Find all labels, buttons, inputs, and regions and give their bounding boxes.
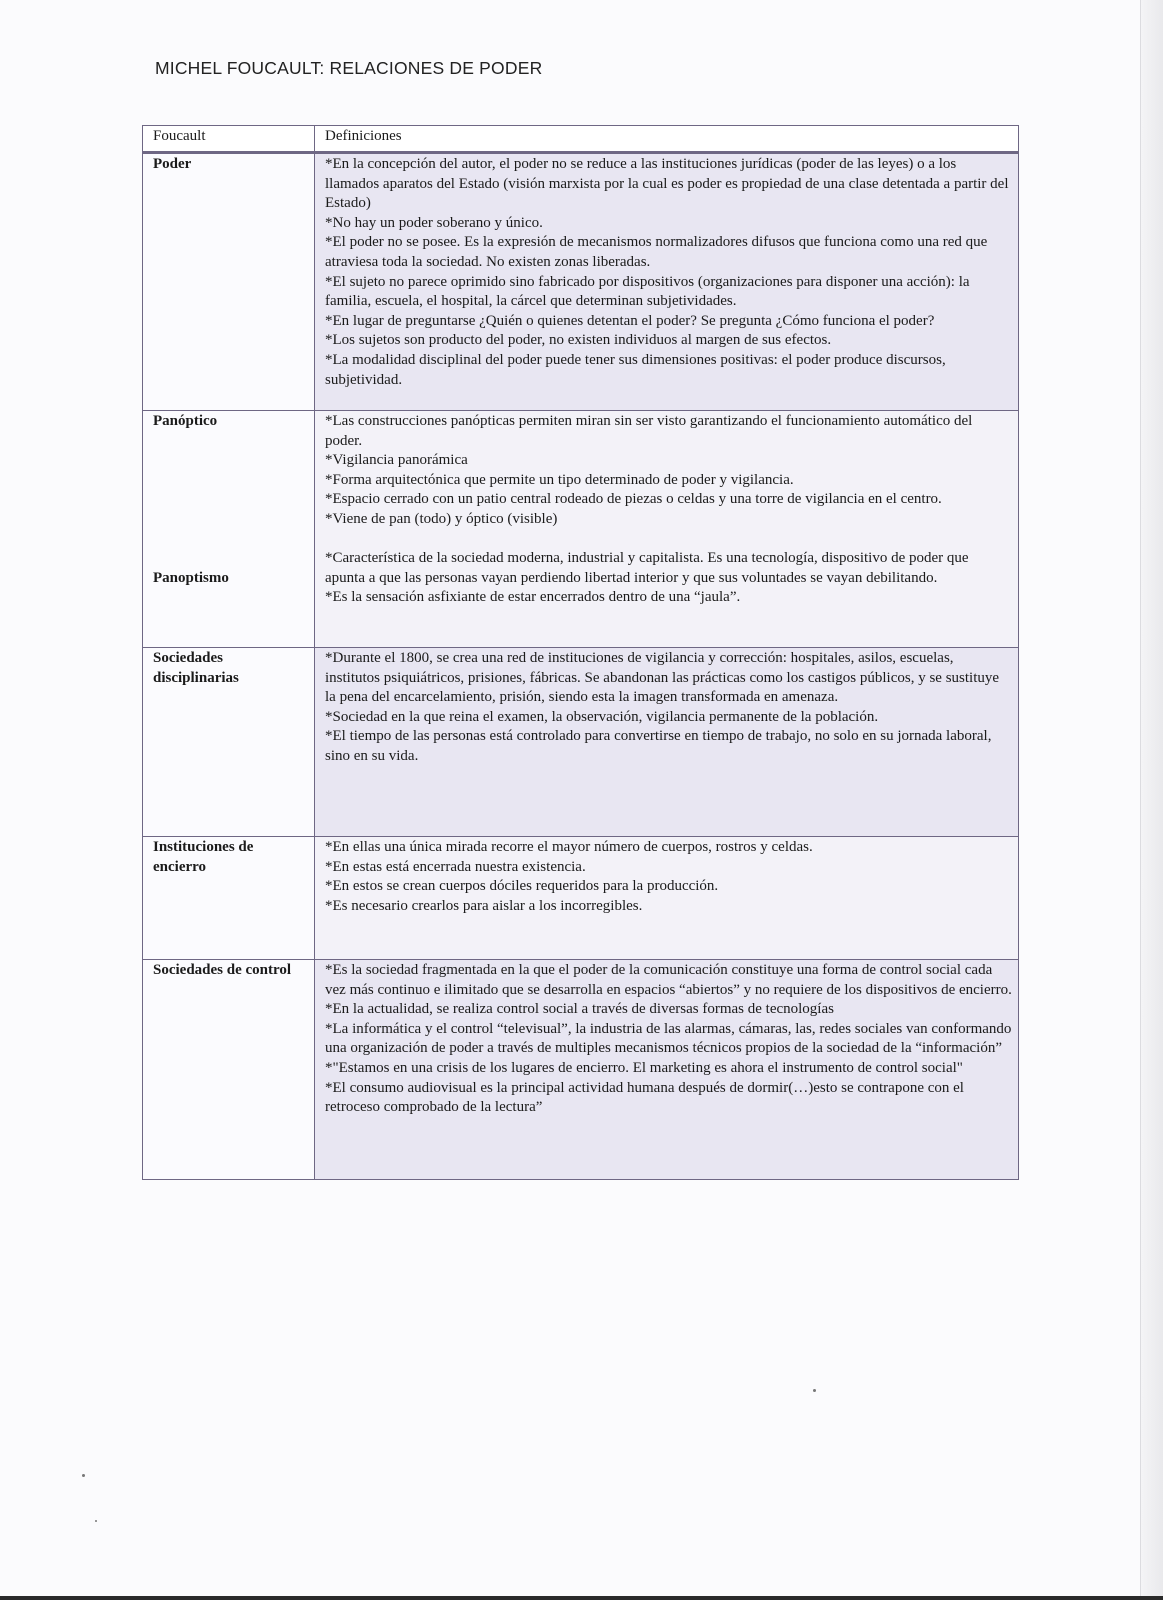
definitions-sociedades-disciplinarias xyxy=(315,648,1019,837)
definition-line: *El poder no se posee. Es la expresión de mecanismos normalizadores difusos que funciona como una red que atraviesa toda la sociedad. No existen zonas liberadas. xyxy=(325,234,988,270)
definition-line: *Es necesario crearlos para aislar a los incorregibles. xyxy=(325,897,643,914)
definition-line: *"Estamos en una crisis de los lugares de encierro. El marketing es ahora el instrumento de control social" xyxy=(325,1059,963,1076)
scan-bottom-edge xyxy=(0,1596,1163,1600)
definitions-table xyxy=(142,125,1019,1180)
definition-line: *Los sujetos son producto del poder, no existen individuos al margen de sus efectos. xyxy=(325,332,832,349)
page-edge xyxy=(1140,0,1163,1600)
definition-line: *Viene de pan (todo) y óptico (visible) xyxy=(325,510,558,527)
header-foucault: Foucault xyxy=(143,126,315,153)
definition-line: *El sujeto no parece oprimido sino fabricado por dispositivos (organizaciones para disponer una acción): la familia, escuela, el hospital, la cárcel que determinan subjetividades. xyxy=(325,273,970,310)
table-row-panoptico xyxy=(143,411,1019,648)
definition-line: *El tiempo de las personas está controlado para convertirse en tiempo de trabajo, no solo en su jornada laboral, sino en su vida. xyxy=(325,728,992,764)
header-definiciones: Definiciones xyxy=(315,126,1019,153)
definition-line: *La modalidad disciplinal del poder puede tener sus dimensiones positivas: el poder produce discursos, subjetividad. xyxy=(325,351,946,388)
scan-speck xyxy=(95,1520,97,1522)
definition-line: *En estos se crean cuerpos dóciles requeridos para la producción. xyxy=(325,878,719,895)
definitions-poder xyxy=(315,153,1019,411)
term-poder: Poder xyxy=(143,153,315,411)
spacer xyxy=(325,530,1012,550)
definition-line: *Vigilancia panorámica xyxy=(325,452,468,469)
term-panoptico: Panóptico xyxy=(153,413,218,429)
definitions-instituciones-de-encierro xyxy=(315,837,1019,960)
definition-line: *No hay un poder soberano y único. xyxy=(325,214,543,231)
term-panoptico-cell xyxy=(143,411,315,648)
document-title: MICHEL FOUCAULT: RELACIONES DE PODER xyxy=(155,58,543,78)
spacer xyxy=(153,432,308,569)
definition-line: *Durante el 1800, se crea una red de instituciones de vigilancia y corrección: hospitales, asilos, escuelas, institutos psiquiátricos, prisiones, fábricas. Se abandonan las prácticas como los castigos públicos, y se sustituye la pena del encarcelamiento, prisión, siendo esta la imagen transformada en amenaza. xyxy=(325,650,1000,706)
definition-line: *La informática y el control “televisual”, la industria de las alarmas, cámaras, las, redes sociales van conformando una organización de poder a través de multiples mecanismos técnicos propios de la sociedad de la “información” xyxy=(325,1020,1012,1057)
definition-line: *Las construcciones panópticas permiten miran sin ser visto garantizando el funcionamiento automático del poder. xyxy=(325,413,973,449)
table-row-sociedades-disciplinarias xyxy=(143,648,1019,837)
definition-line: *En la actualidad, se realiza control social a través de diversas formas de tecnologías xyxy=(325,1001,834,1018)
definition-line: *Es la sensación asfixiante de estar encerrados dentro de una “jaula”. xyxy=(325,589,741,606)
term-sociedades-de-control: Sociedades de control xyxy=(143,960,315,1180)
scan-speck xyxy=(82,1474,85,1477)
definition-line: *En lugar de preguntarse ¿Quién o quienes detentan el poder? Se pregunta ¿Cómo funciona el poder? xyxy=(325,312,935,329)
definition-line: *En ellas una única mirada recorre el mayor número de cuerpos, rostros y celdas. xyxy=(325,839,813,855)
table-row-sociedades-de-control xyxy=(143,960,1019,1180)
scan-speck xyxy=(813,1389,816,1392)
definition-line: *Espacio cerrado con un patio central rodeado de piezas o celdas y una torre de vigilancia en el centro. xyxy=(325,491,942,508)
table-row-poder xyxy=(143,153,1019,411)
definition-line: *Característica de la sociedad moderna, industrial y capitalista. Es una tecnología, dispositivo de poder que apunta a que las personas vayan perdiendo libertad interior y que sus voluntades se vayan debilitando. xyxy=(325,550,969,586)
definition-line: *Sociedad en la que reina el examen, la observación, vigilancia permanente de la población. xyxy=(325,708,879,725)
definition-line: *En estas está encerrada nuestra existencia. xyxy=(325,858,586,875)
table-row-instituciones-de-encierro xyxy=(143,837,1019,960)
definition-line: *El consumo audiovisual es la principal actividad humana después de dormir(…)esto se contrapone con el retroceso comprobado de la lectura” xyxy=(325,1079,964,1116)
term-panoptismo: Panoptismo xyxy=(153,569,229,586)
definition-line: *En la concepción del autor, el poder no se reduce a las instituciones jurídicas (poder de las leyes) o a los llamados aparatos del Estado (visión marxista por la cual es poder es propiedad de una clase detentada a partir del Estado) xyxy=(325,156,1009,212)
term-sociedades-disciplinarias: Sociedades disciplinarias xyxy=(143,648,315,837)
definition-line: *Es la sociedad fragmentada en la que el poder de la comunicación constituye una forma de control social cada vez más continuo e ilimitado que se desarrolla en espacios “abiertos” y no requiere de los dispositivos de encierro. xyxy=(325,962,1012,998)
table-header-row xyxy=(143,126,1019,153)
term-instituciones-de-encierro: Instituciones de encierro xyxy=(143,837,315,960)
definitions-panoptico xyxy=(315,411,1019,648)
definitions-sociedades-de-control xyxy=(315,960,1019,1180)
definition-line: *Forma arquitectónica que permite un tipo determinado de poder y vigilancia. xyxy=(325,471,794,488)
